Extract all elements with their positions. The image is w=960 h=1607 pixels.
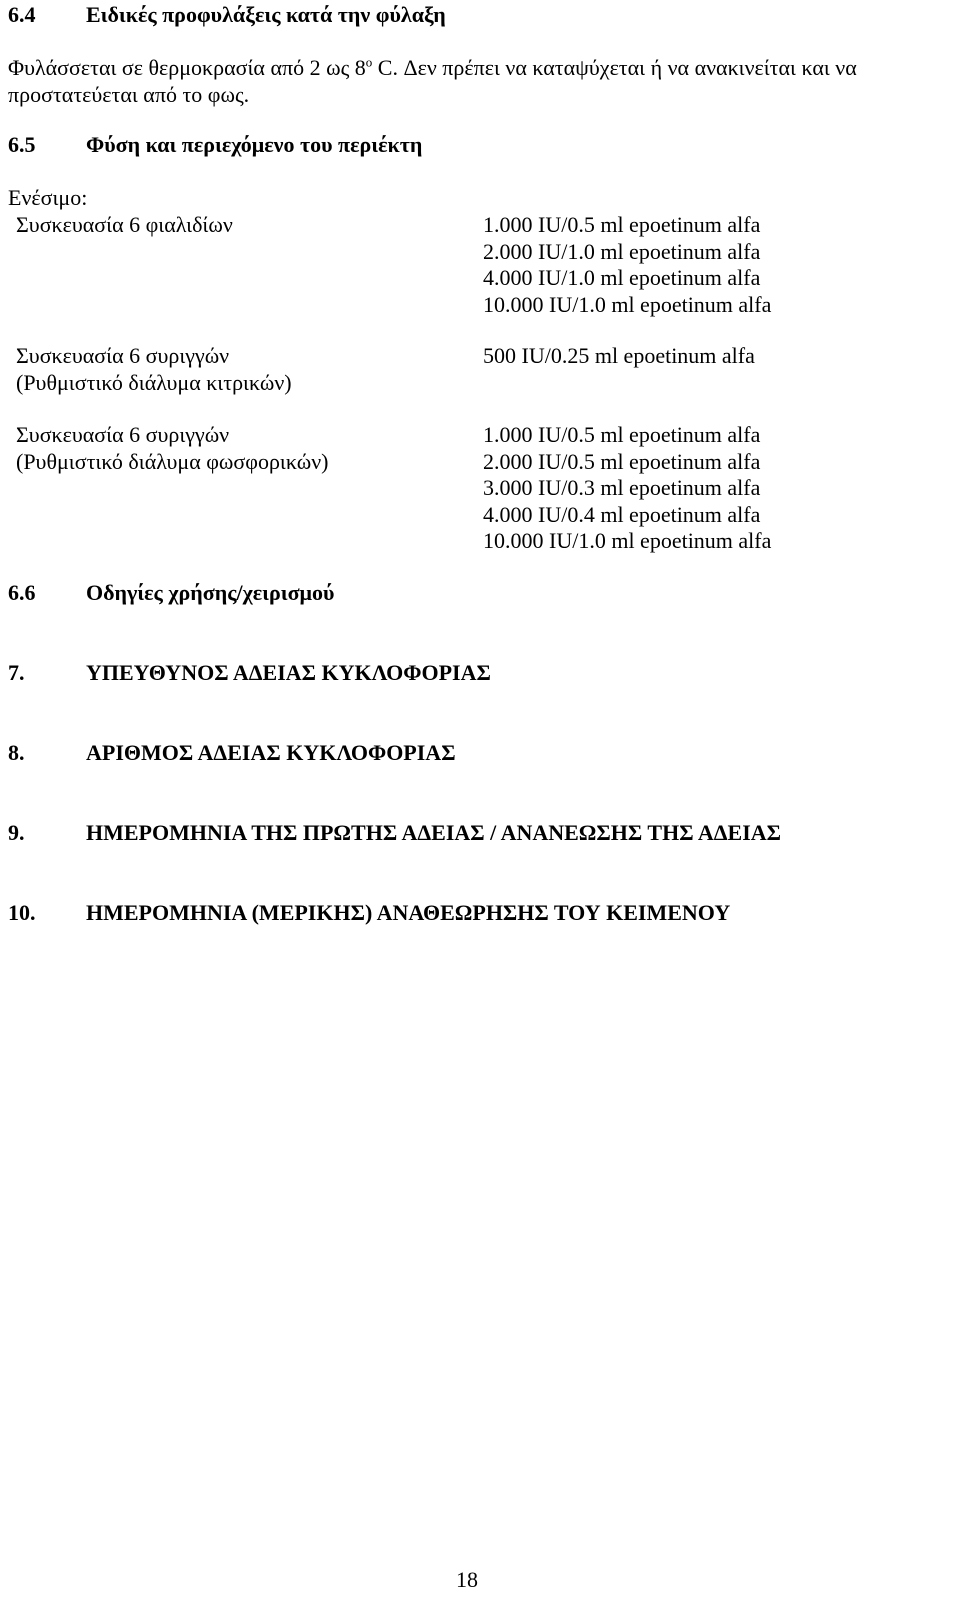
dosage-form-label: Ενέσιμο: — [8, 185, 88, 210]
pack-value: 1.000 IU/0.5 ml epoetinum alfa — [483, 422, 761, 447]
pack-label-line: Συσκευασία 6 φιαλιδίων — [16, 212, 233, 237]
storage-text-suffix: C. Δεν πρέπει να καταψύχεται ή να ανακινείται και να — [372, 55, 857, 80]
section-title: Ειδικές προφυλάξεις κατά την φύλαξη — [86, 2, 446, 27]
heading-9 — [8, 820, 948, 850]
heading-8 — [8, 740, 948, 770]
heading-7 — [8, 660, 948, 690]
pack-value: 2.000 IU/0.5 ml epoetinum alfa — [483, 448, 761, 474]
heading-6-5 — [8, 132, 948, 162]
section-title: ΥΠΕΥΘΥΝΟΣ ΑΔΕΙΑΣ ΚΥΚΛΟΦΟΡΙΑΣ — [86, 660, 491, 685]
section-number: 7. — [8, 660, 25, 685]
pack-label-line: Συσκευασία 6 συριγγών — [16, 343, 230, 368]
pack-value: 1.000 IU/0.5 ml epoetinum alfa — [483, 212, 761, 237]
pack-value: 4.000 IU/0.4 ml epoetinum alfa — [483, 501, 761, 527]
pack-label-vials — [16, 212, 233, 239]
pack-label-line: Συσκευασία 6 συριγγών — [16, 422, 230, 447]
pack-value: 3.000 IU/0.3 ml epoetinum alfa — [483, 475, 761, 500]
pack-value: 500 IU/0.25 ml epoetinum alfa — [483, 343, 755, 368]
pack-value: 4.000 IU/1.0 ml epoetinum alfa — [483, 265, 761, 290]
section-number: 6.4 — [8, 2, 36, 27]
section-number: 9. — [8, 820, 25, 845]
pack-value: 2.000 IU/1.0 ml epoetinum alfa — [483, 238, 761, 264]
storage-text-prefix: Φυλάσσεται σε θερμοκρασία από 2 ως 8 — [8, 55, 366, 80]
section-number: 6.6 — [8, 580, 36, 605]
pack-label-syringes-citrate — [16, 343, 292, 396]
storage-text-line-2: προστατεύεται από το φως. — [8, 82, 250, 107]
heading-10 — [8, 900, 948, 930]
section-title: ΑΡΙΘΜΟΣ ΑΔΕΙΑΣ ΚΥΚΛΟΦΟΡΙΑΣ — [86, 740, 456, 765]
section-title: ΗΜΕΡΟΜΗΝΙΑ (ΜΕΡΙΚΗΣ) ΑΝΑΘΕΩΡΗΣΗΣ ΤΟΥ ΚΕΙΜΕΝΟΥ — [86, 900, 731, 925]
section-number: 10. — [8, 900, 36, 925]
storage-text-line-1 — [8, 55, 857, 81]
pack-value: 10.000 IU/1.0 ml epoetinum alfa — [483, 291, 772, 317]
heading-6-6 — [8, 580, 948, 610]
degree-superscript: ο — [365, 54, 373, 70]
pack-values-syringes-citrate — [483, 343, 755, 370]
section-title: Φύση και περιεχόμενο του περιέκτη — [86, 132, 423, 157]
section-title: ΗΜΕΡΟΜΗΝΙΑ ΤΗΣ ΠΡΩΤΗΣ ΑΔΕΙΑΣ / ΑΝΑΝΕΩΣΗΣ ΤΗΣ ΑΔΕΙΑΣ — [86, 820, 782, 845]
section-number: 6.5 — [8, 132, 36, 157]
pack-value: 10.000 IU/1.0 ml epoetinum alfa — [483, 528, 772, 553]
pack-label-line: (Ρυθμιστικό διάλυμα κιτρικών) — [16, 369, 292, 395]
section-number: 8. — [8, 740, 25, 765]
pack-values-vials — [483, 212, 771, 318]
pack-values-syringes-phosphate — [483, 422, 771, 555]
pack-label-line: (Ρυθμιστικό διάλυμα φωσφορικών) — [16, 448, 329, 474]
page-number: 18 — [456, 1567, 478, 1592]
pack-label-syringes-phosphate — [16, 422, 329, 475]
heading-6-4 — [8, 2, 948, 32]
section-title: Οδηγίες χρήσης/χειρισμού — [86, 580, 335, 605]
